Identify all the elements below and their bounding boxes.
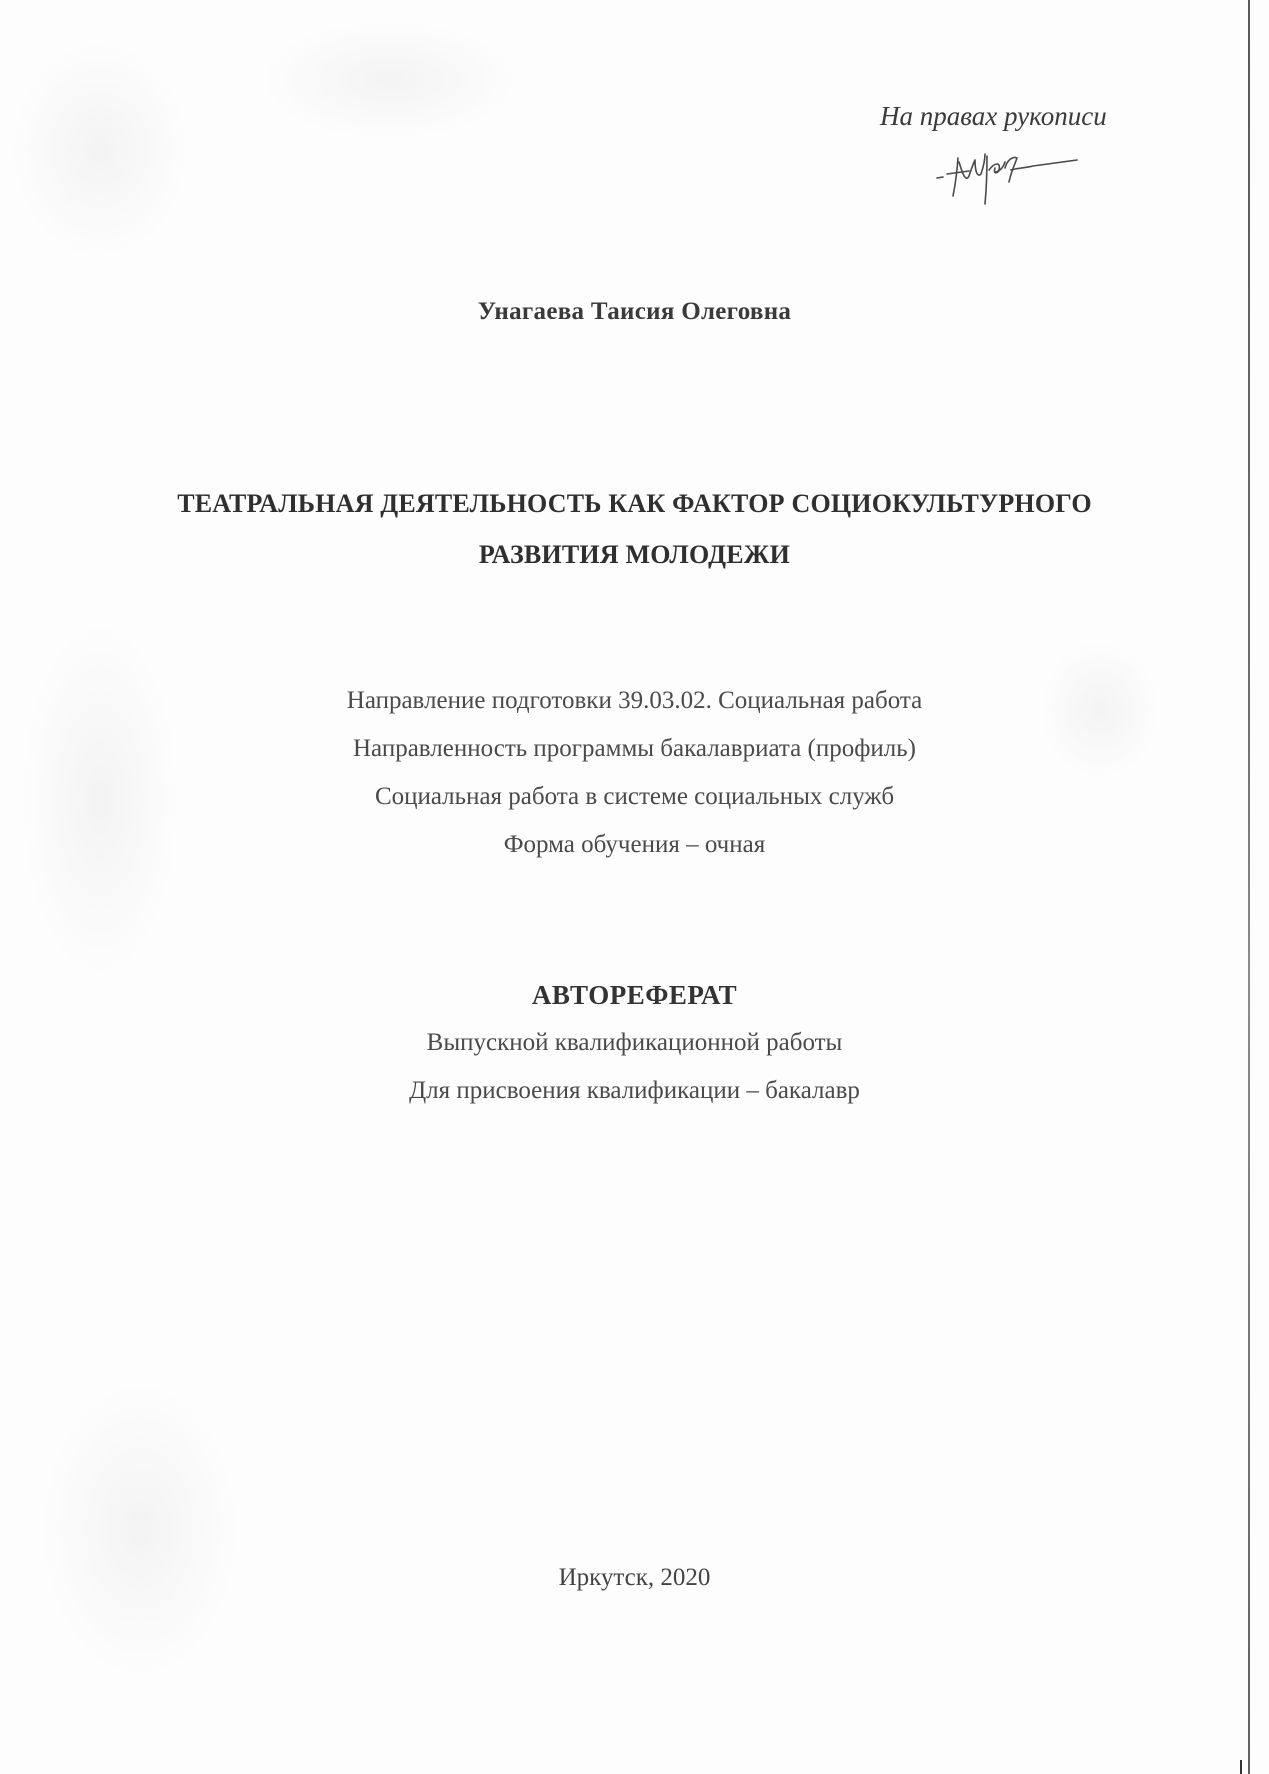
scan-smudge xyxy=(10,40,190,260)
handwritten-signature xyxy=(925,138,1085,208)
thesis-title-line: РАЗВИТИЯ МОЛОДЕЖИ xyxy=(478,540,791,569)
abstract-heading: АВТОРЕФЕРАТ xyxy=(531,980,738,1010)
abstract-subtitle: Выпускной квалификационной работы xyxy=(426,1029,843,1056)
program-focus-label: Направленность программы бакалавриата (профиль) xyxy=(353,735,916,762)
scan-smudge xyxy=(260,20,520,140)
study-direction: Направление подготовки 39.03.02. Социальная работа xyxy=(346,687,923,714)
author-name: Унагаева Таисия Олеговна xyxy=(477,298,792,325)
scan-edge-tick xyxy=(1240,1760,1242,1774)
program-profile: Социальная работа в системе социальных служб xyxy=(374,783,895,810)
scan-smudge xyxy=(40,1380,240,1680)
scan-edge-line xyxy=(1248,0,1250,1774)
qualification-line: Для присвоения квалификации – бакалавр xyxy=(409,1077,860,1104)
study-form: Форма обучения – очная xyxy=(503,831,766,858)
thesis-title-line: ТЕАТРАЛЬНАЯ ДЕЯТЕЛЬНОСТЬ КАК ФАКТОР СОЦИОКУЛЬТУРНОГО xyxy=(177,489,1092,518)
rights-note: На правах рукописи xyxy=(880,101,1107,131)
place-and-year: Иркутск, 2020 xyxy=(558,1564,711,1591)
